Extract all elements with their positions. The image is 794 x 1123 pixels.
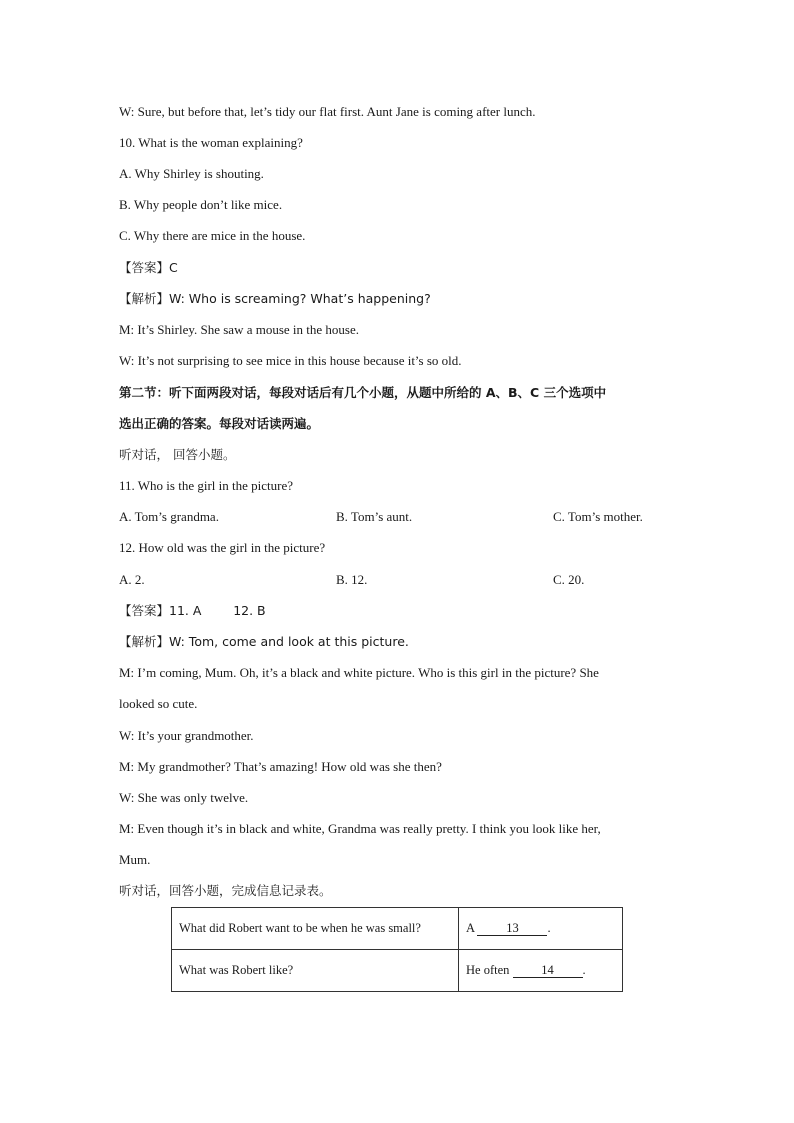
dialogue-line: Mum. (119, 852, 151, 867)
question-12: 12. How old was the girl in the picture? (119, 540, 326, 555)
table-row (172, 908, 623, 950)
analysis-10: 【解析】W: Who is screaming? What’s happening? (119, 291, 431, 306)
table-question: What did Robert want to be when he was small? (172, 908, 459, 950)
section-heading-cont: 选出正确的答案。每段对话读两遍。 (119, 416, 320, 431)
dialogue-line: W: Sure, but before that, let’s tidy our flat first. Aunt Jane is coming after lunch. (119, 104, 536, 119)
option-c: C. Why there are mice in the house. (119, 228, 306, 243)
info-record-table (171, 907, 623, 992)
dialogue-line: W: It’s not surprising to see mice in this house because it’s so old. (119, 353, 462, 368)
dialogue-line: W: She was only twelve. (119, 790, 249, 805)
q11-option-c: C. Tom’s mother. (553, 509, 643, 524)
q12-option-b: B. 12. (336, 572, 368, 587)
q11-option-a: A. Tom’s grandma. (119, 509, 219, 524)
q11-option-b: B. Tom’s aunt. (336, 509, 413, 524)
table-question: What was Robert like? (172, 950, 459, 992)
answer-11-12: 【答案】11. A 12. B (119, 603, 266, 618)
answer-blank-13[interactable]: 13 (477, 921, 547, 936)
q12-option-a: A. 2. (119, 572, 145, 587)
table-answer-cell (459, 950, 623, 992)
answer-suffix: . (547, 921, 551, 935)
q12-option-c: C. 20. (553, 572, 585, 587)
section-heading: 第二节：听下面两段对话，每段对话后有几个小题，从题中所给的 A、B、C 三个选项中 (119, 385, 607, 400)
question-11: 11. Who is the girl in the picture? (119, 478, 294, 493)
question-10: 10. What is the woman explaining? (119, 135, 303, 150)
dialogue-line: looked so cute. (119, 696, 198, 711)
option-b: B. Why people don’t like mice. (119, 197, 283, 212)
table-answer-cell (459, 908, 623, 950)
dialogue-line: M: My grandmother? That’s amazing! How old was she then? (119, 759, 442, 774)
answer-10: 【答案】C (119, 260, 178, 275)
instruction: 听对话，回答小题，完成信息记录表。 (119, 883, 332, 898)
dialogue-line: W: It’s your grandmother. (119, 728, 254, 743)
answer-suffix: . (582, 963, 586, 977)
dialogue-line: M: It’s Shirley. She saw a mouse in the house. (119, 322, 359, 337)
instruction: 听对话， 回答小题。 (119, 447, 236, 462)
analysis-11-12: 【解析】W: Tom, come and look at this picture. (119, 634, 409, 649)
dialogue-line: M: Even though it’s in black and white, Grandma was really pretty. I think you look like her, (119, 821, 601, 836)
answer-blank-14[interactable]: 14 (513, 963, 583, 978)
answer-prefix: He often (466, 963, 513, 977)
option-a: A. Why Shirley is shouting. (119, 166, 264, 181)
answer-prefix: A (466, 921, 478, 935)
dialogue-line: M: I’m coming, Mum. Oh, it’s a black and white picture. Who is this girl in the picture? She (119, 665, 599, 680)
table-row (172, 950, 623, 992)
